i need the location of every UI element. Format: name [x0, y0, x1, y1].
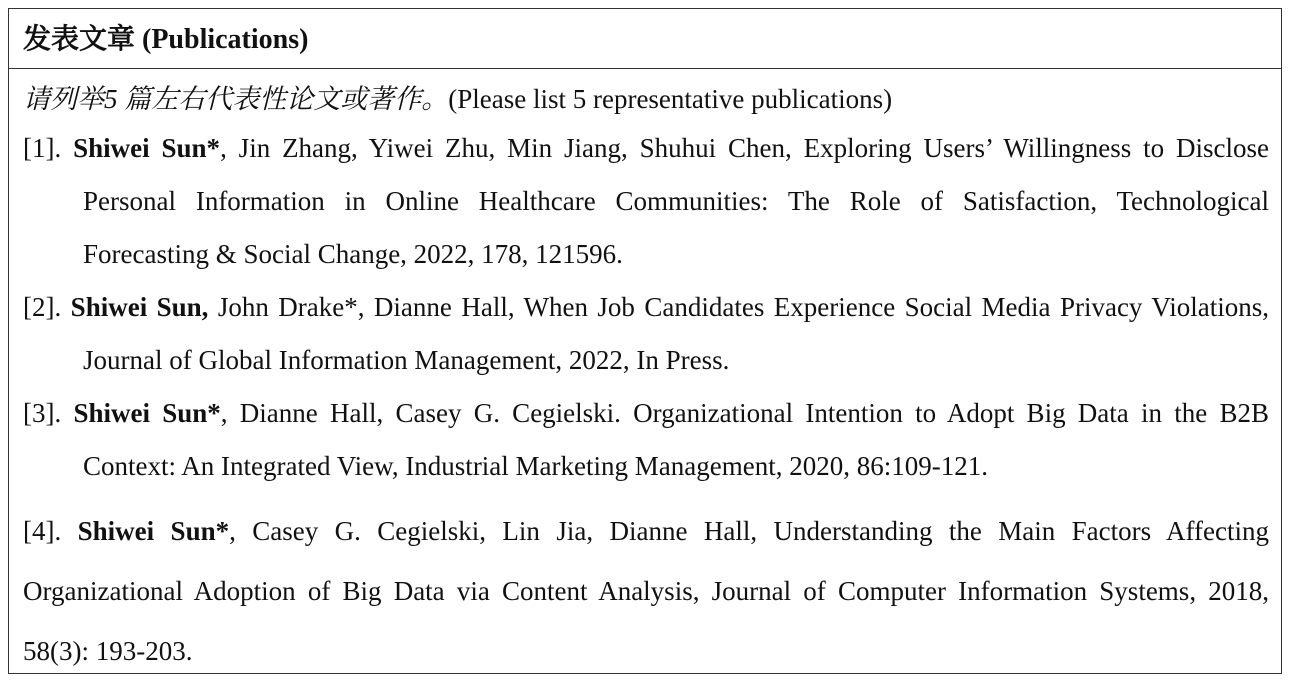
publication-lead-author: Shiwei Sun* — [73, 398, 221, 428]
publications-table — [8, 8, 1282, 674]
publication-details: John Drake*, Dianne Hall, When Job Candidates Experience Social Media Privacy Violations, Journal of Global Information Management, 2022, In Press. — [83, 292, 1269, 375]
publication-details: , Jin Zhang, Yiwei Zhu, Min Jiang, Shuhui Chen, Exploring Users’ Willingness to Disclose Personal Information in Online Healthcare Communities: The Role of Satisfaction, Technological Forecasting & Social Change, 2022, 178, 121596. — [83, 133, 1269, 269]
publication-lead-author: Shiwei Sun* — [73, 133, 221, 163]
publication-index: [1]. — [23, 133, 62, 163]
intro-en: (Please list 5 representative publications) — [448, 84, 893, 114]
section-title: 发表文章 (Publications) — [9, 9, 1281, 69]
publication-item — [23, 281, 1269, 387]
publication-index: [2]. — [23, 292, 62, 322]
publication-lead-author: Shiwei Sun* — [77, 516, 230, 546]
intro-cn: 请列举5 篇左右代表性论文或著作。 — [23, 84, 449, 114]
publication-details: , Dianne Hall, Casey G. Cegielski. Organizational Intention to Adopt Big Data in the B2B Context: An Integrated View, Industrial Marketing Management, 2020, 86:109-121. — [83, 398, 1270, 481]
intro-text — [23, 81, 892, 117]
publication-index: [3]. — [23, 398, 62, 428]
publication-details: , Casey G. Cegielski, Lin Jia, Dianne Hall, Understanding the Main Factors Affecting Organizational Adoption of Big Data via Content Analysis, Journal of Computer Information Systems, 2018, 58(3): 193-203. — [23, 516, 1269, 666]
publication-item — [23, 122, 1269, 281]
publication-item — [23, 387, 1269, 493]
publication-lead-author: Shiwei Sun, — [70, 292, 209, 322]
publication-index: [4]. — [23, 516, 62, 546]
publication-item — [23, 501, 1269, 681]
